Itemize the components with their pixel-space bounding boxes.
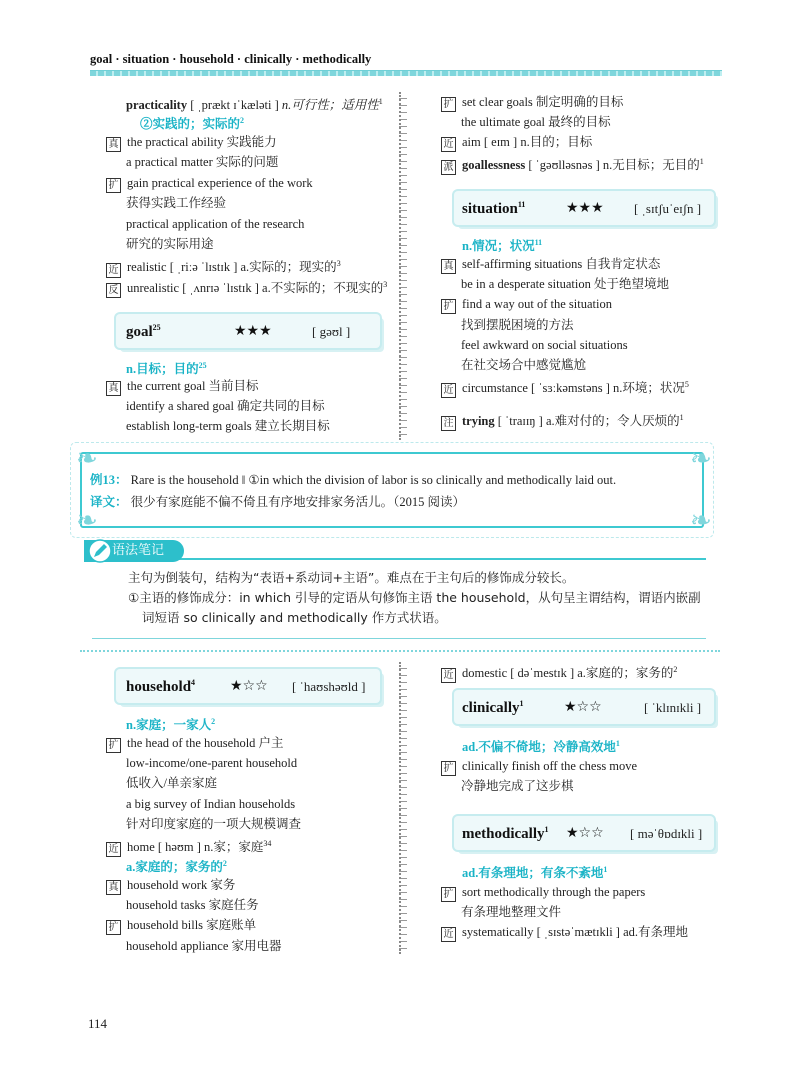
headword-situation: situation$^{11}$ — [462, 200, 526, 217]
tag-box: 扩 — [106, 920, 121, 935]
headword-goal: goal$^{25}$ — [126, 323, 161, 340]
sense-label — [462, 862, 607, 881]
star-rating: ★★★ — [234, 323, 272, 339]
headword-household: household$^4$ — [126, 678, 196, 695]
phonetic: [ mәˈθɒdɪkli ] — [630, 826, 703, 841]
wordbox-household — [116, 669, 380, 703]
tag-box: 近 — [106, 263, 121, 278]
line-text: 获得实践工作经验 — [126, 196, 227, 211]
tag-box: 真 — [441, 259, 456, 274]
tag-box: 扩 — [441, 299, 456, 314]
grammar-line-2: ①主语的修饰成分：in which 引导的定语从句修饰主语 the household，从句呈主谓结构，谓语内嵌副 — [128, 590, 701, 605]
line-text: a big survey of Indian households — [126, 796, 296, 811]
entry-line — [126, 755, 297, 771]
ornament-corner-icon: ❧ — [76, 506, 98, 536]
line-text: 冷静地完成了这步棋 — [461, 779, 574, 793]
entry-line — [441, 884, 645, 902]
entry-line — [126, 816, 301, 832]
entry-line — [461, 276, 669, 292]
line-text: the ultimate goal 最终的目标 — [461, 115, 611, 129]
entry-line — [106, 378, 259, 396]
entry-line — [106, 735, 284, 753]
line-text: identify a shared goal 确定共同的目标 — [126, 399, 325, 413]
wordbox-clinically — [454, 690, 714, 724]
sense-text: ②实践的；实际的 — [140, 117, 241, 132]
star-rating: ★☆☆ — [564, 699, 602, 715]
line-text: establish long-term goals 建立长期目标 — [126, 419, 330, 433]
line-text: sort methodically through the papers — [462, 885, 646, 899]
sense-text: ad.有条理地；有条不紊地 — [462, 866, 604, 881]
entry-line — [441, 377, 689, 398]
freq-sup: 2 — [673, 665, 678, 674]
line-text: 研究的实际用途 — [126, 237, 214, 251]
line-text: household bills 家庭账单 — [127, 918, 257, 933]
phonetic: [ ˌprækt ɪˈkælәti ] — [190, 98, 279, 113]
line-text: household tasks 家庭任务 — [126, 898, 259, 913]
line-text: set clear goals 制定明确的目标 — [462, 95, 624, 109]
line-text: clinically finish off the chess move — [462, 759, 638, 773]
entry-line — [441, 94, 623, 112]
freq-sup: 1 — [378, 97, 383, 106]
entry-line — [441, 154, 704, 175]
section-separator — [80, 650, 720, 652]
example-translation: 很少有家庭能不偏不倚且有序地安排家务活儿。（2015 阅读） — [130, 495, 466, 509]
grammar-line-1: 主句为倒装句，结构为“表语+系动词+主语”。难点在于主句后的修饰成分较长。 — [128, 570, 575, 585]
entry-line — [441, 758, 637, 776]
line-text: the current goal 当前目标 — [127, 379, 259, 393]
entry-line — [126, 775, 217, 791]
tag-box: 注 — [441, 416, 456, 431]
line-text: a practical matter 实际的问题 — [126, 155, 279, 170]
line-text: aim [ eɪm ] n.目的；目标 — [462, 135, 593, 149]
entry-line — [106, 877, 235, 895]
entry-line — [106, 175, 313, 193]
tag-box: 近 — [441, 137, 456, 152]
line-text: unrealistic [ ˌʌnrɪә ˈlɪstɪk ] a.不实际的；不现实的 — [127, 280, 384, 295]
entry-line — [126, 796, 295, 812]
line-text: realistic [ ˌriːә ˈlɪstɪk ] a.实际的；现实的 — [127, 260, 337, 275]
line-text: 有条理地整理文件 — [461, 905, 562, 920]
entry-line — [441, 134, 592, 152]
ornament-corner-icon: ❧ — [76, 444, 98, 474]
entry-practicality — [126, 94, 383, 113]
tag-box: 扩 — [441, 887, 456, 902]
sense-label — [126, 856, 227, 875]
entry-domestic — [441, 662, 677, 683]
entry-line — [126, 236, 214, 252]
line-text: gain practical experience of the work — [127, 175, 313, 190]
line-text: 找到摆脱困境的方法 — [461, 317, 574, 332]
line-text: domestic [ dәˈmestɪk ] a.家庭的；家务的 — [462, 666, 674, 681]
entry-line — [441, 256, 660, 274]
grammar-note-title: 语法笔记 — [84, 540, 184, 562]
entry-line — [461, 357, 586, 373]
entry-line — [126, 418, 330, 434]
grammar-note — [92, 558, 706, 639]
line-text: systematically [ ˌsɪstәˈmætɪkli ] ad.有条理地 — [462, 925, 689, 940]
line-text: 针对印度家庭的一项大规模调查 — [126, 816, 302, 831]
sense-text: ad.不偏不倚地；冷静高效地 — [462, 740, 616, 755]
entry-line — [106, 917, 256, 935]
freq-sup: 34 — [263, 839, 272, 848]
entry-line — [126, 216, 304, 232]
sense-label — [462, 235, 542, 254]
page-number: 114 — [88, 1016, 108, 1031]
star-rating: ★★★ — [566, 200, 604, 216]
phonetic: [ ˈhaʊshәʊld ] — [292, 679, 366, 694]
sense-label — [462, 736, 620, 755]
ornament-corner-icon: ❧ — [690, 444, 712, 474]
line-text: be in a desperate situation 处于绝望境地 — [461, 277, 669, 292]
entry-line — [441, 410, 684, 431]
line-text: household appliance 家用电器 — [126, 938, 282, 953]
tag-box: 派 — [441, 160, 456, 175]
freq-sup: 1 — [679, 413, 684, 422]
tag-box: 反 — [106, 283, 121, 298]
phonetic: [ gәʊl ] — [312, 324, 351, 339]
example-box — [80, 452, 704, 528]
freq-sup: 3 — [383, 279, 388, 289]
tag-box: 真 — [106, 381, 121, 396]
freq-sup: 5 — [684, 380, 689, 390]
entry-line — [126, 154, 278, 170]
sense-label — [126, 358, 207, 377]
tag-box: 近 — [441, 383, 456, 398]
line-text: the head of the household 户主 — [127, 736, 284, 750]
entry-line — [106, 134, 277, 152]
entry-line — [441, 924, 688, 942]
entry-line — [461, 778, 574, 794]
line-text: home [ hәʊm ] n.家；家庭 — [127, 840, 264, 855]
wordbox-situation — [454, 191, 714, 225]
tag-box: 扩 — [441, 97, 456, 112]
entry-line — [126, 897, 259, 913]
line-text: household work 家务 — [127, 878, 236, 892]
example-sentence-line: 例13： Rare is the household ‖ ①in which the division of labor is so clinically and methodically laid out. — [90, 473, 617, 487]
line-text: find a way out of the situation — [462, 297, 612, 312]
entry-line — [126, 195, 226, 211]
freq-sup: 1 — [615, 739, 620, 748]
grammar-line-3: 词短语 so clinically and methodically 作方式状语。 — [142, 610, 447, 625]
sense-text: n.情况；状况 — [462, 239, 535, 254]
entry-line — [126, 938, 282, 954]
line-text: the practical ability 实践能力 — [127, 135, 277, 149]
tag-box: 扩 — [106, 178, 121, 193]
freq-sup: 2 — [211, 717, 216, 726]
definition: n.可行性；适用性 — [281, 98, 379, 113]
freq-sup: 1 — [699, 157, 704, 166]
freq-sup: 1 — [603, 865, 608, 874]
header-rule — [90, 70, 722, 76]
line-text: low-income/one-parent household — [126, 756, 298, 771]
tag-box: 近 — [106, 842, 121, 857]
entry-line — [106, 256, 341, 277]
entry-line — [106, 277, 387, 298]
line-text: 在社交场合中感觉尴尬 — [461, 358, 587, 372]
star-rating: ★☆☆ — [566, 825, 604, 841]
entry-line — [461, 317, 574, 333]
example-sentence: Rare is the household ‖ ①in which the division of labor is so clinically and methodically laid out. — [130, 473, 617, 487]
ornament-corner-icon: ❧ — [690, 506, 712, 536]
line-text: 低收入/单亲家庭 — [126, 776, 217, 791]
sense-text: n.目标；目的 — [126, 362, 199, 377]
sense-text: a.家庭的；家务的 — [126, 860, 223, 875]
tag-near: 近 — [441, 668, 456, 683]
freq-sup: 2 — [222, 859, 227, 868]
headword-clinically: clinically$^1$ — [462, 699, 524, 716]
freq-sup: 25 — [198, 361, 207, 370]
line-text: self-affirming situations 自我肯定状态 — [462, 257, 661, 271]
freq-sup: 11 — [534, 238, 543, 247]
example-label: 例13 — [90, 473, 116, 487]
column-divider-top — [399, 92, 407, 440]
phonetic: [ ˌsɪtʃuˈeɪʃn ] — [634, 201, 702, 216]
tag-box: 近 — [441, 927, 456, 942]
sense-text: n.家庭；一家人 — [126, 718, 212, 733]
line-text: circumstance [ ˈsɜːkәmstәns ] n.环境；状况 — [462, 381, 685, 396]
entry-line — [461, 337, 628, 353]
entry-line — [441, 296, 612, 314]
entry-line — [106, 836, 271, 857]
line-text: feel awkward on social situations — [461, 337, 628, 352]
star-rating: ★☆☆ — [230, 678, 268, 694]
tag-box: 真 — [106, 137, 121, 152]
headword-methodically: methodically$^1$ — [462, 825, 549, 842]
line-text: goallessness [ ˈgәʊllәsnәs ] n.无目标；无目的 — [462, 158, 700, 173]
tag-box: 扩 — [441, 761, 456, 776]
example-translation-line: 译文： 很少有家庭能不偏不倚且有序地安排家务活儿。（2015 阅读） — [90, 495, 466, 509]
freq-sup: 2 — [240, 116, 245, 125]
running-header: goal · situation · household · clinically · methodically — [90, 52, 372, 66]
sense-label — [140, 113, 244, 132]
entry-line — [461, 904, 561, 920]
freq-sup: 3 — [336, 259, 341, 269]
headword-practicality: practicality — [126, 98, 188, 113]
phonetic: [ ˈklɪnɪkli ] — [644, 700, 702, 715]
wordbox-methodically — [454, 816, 714, 850]
line-text: practical application of the research — [126, 216, 305, 231]
tag-box: 真 — [106, 880, 121, 895]
pencil-icon — [88, 539, 112, 563]
line-text: trying [ ˈtraɪɪŋ ] a.难对付的；令人厌烦的 — [462, 414, 680, 429]
sense-label — [126, 714, 215, 733]
translation-label: 译文 — [90, 495, 116, 509]
entry-line — [461, 114, 611, 130]
tag-box: 扩 — [106, 738, 121, 753]
entry-line — [126, 398, 325, 414]
wordbox-goal — [116, 314, 380, 348]
column-divider-bottom — [399, 662, 407, 954]
